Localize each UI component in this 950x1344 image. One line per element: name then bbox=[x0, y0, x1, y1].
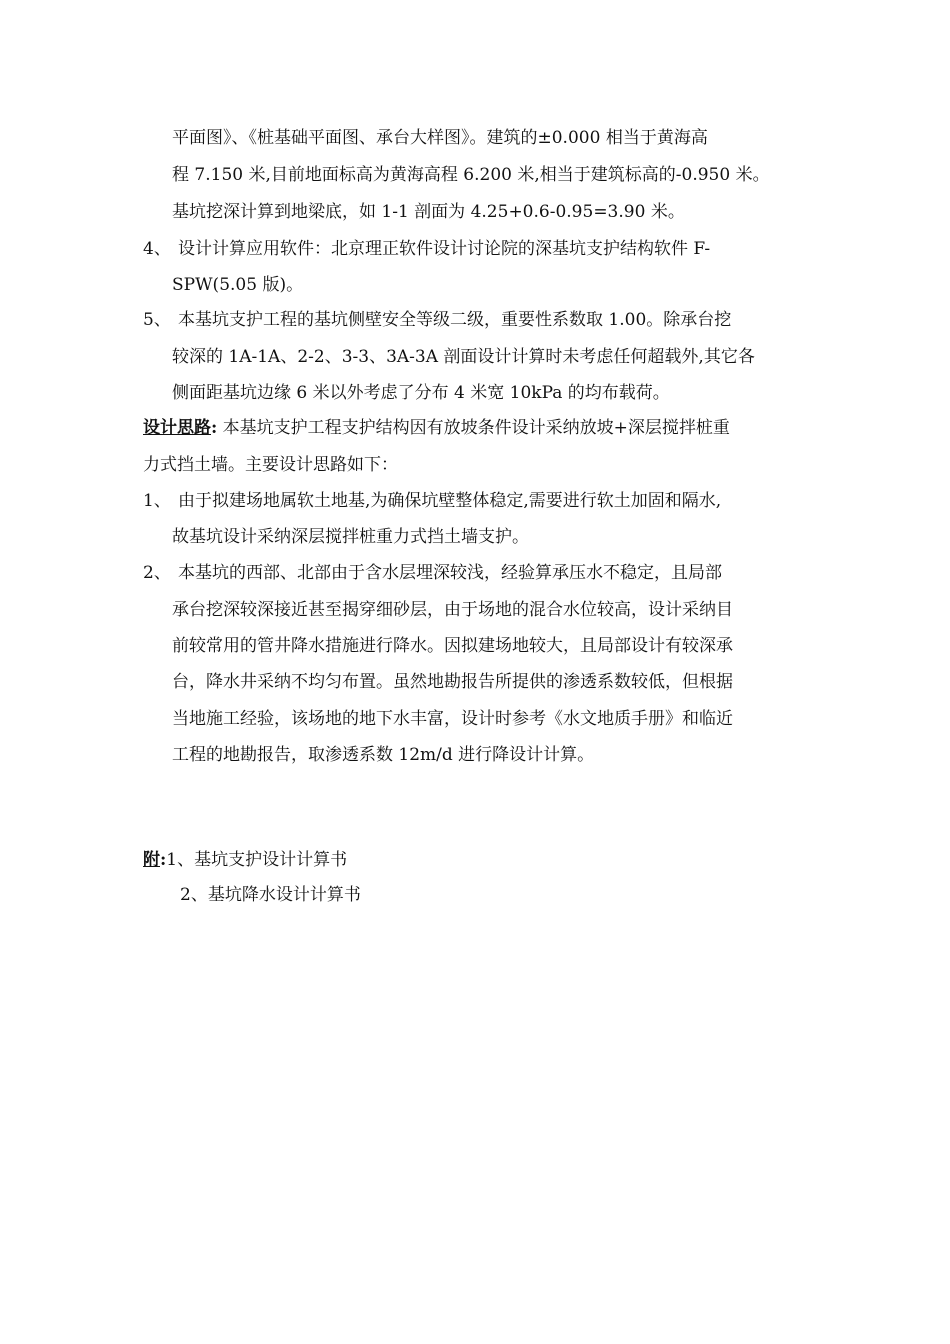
appendix-colon: : bbox=[160, 850, 167, 870]
list-item-line: 由于拟建场地属软土地基,为确保坑壁整体稳定,需要进行软土加固和隔水, bbox=[178, 491, 722, 511]
design-label: 设计思路 bbox=[143, 418, 211, 438]
list-item-line: 前较常用的管井降水措施进行降水。因拟建场地较大，且局部设计有较深承 bbox=[172, 636, 733, 656]
design-heading-line bbox=[143, 416, 730, 440]
paragraph-line: 力式挡土墙。主要设计思路如下： bbox=[143, 455, 398, 475]
appendix-line bbox=[143, 848, 347, 872]
list-item-line: 工程的地勘报告，取渗透系数 12m/d 进行降设计计算。 bbox=[172, 745, 595, 765]
list-number: 1、 bbox=[143, 491, 171, 511]
list-item-line: SPW(5.05 版)。 bbox=[172, 275, 304, 295]
list-item-line: 承台挖深较深接近甚至揭穿细砂层，由于场地的混合水位较高，设计采纳目 bbox=[172, 600, 733, 620]
list-number: 2、 bbox=[143, 563, 171, 583]
list-item-line: 当地施工经验，该场地的地下水丰富，设计时参考《水文地质手册》和临近 bbox=[172, 709, 733, 729]
list-item-line: 本基坑支护工程的基坑侧壁安全等级二级，重要性系数取 1.00。除承台挖 bbox=[178, 310, 732, 330]
list-item-line: 故基坑设计采纳深层搅拌桩重力式挡土墙支护。 bbox=[172, 527, 529, 547]
paragraph-line: 程 7.150 米,目前地面标高为黄海高程 6.200 米,相当于建筑标高的-0.950 米。 bbox=[172, 165, 770, 185]
list-item-line: 台，降水井采纳不均匀布置。虽然地勘报告所提供的渗透系数较低，但根据 bbox=[172, 672, 733, 692]
list-number: 5、 bbox=[143, 310, 171, 330]
list-item-line: 侧面距基坑边缘 6 米以外考虑了分布 4 米宽 10kPa 的均布载荷。 bbox=[172, 383, 670, 403]
design-colon: : bbox=[211, 418, 218, 438]
appendix-label: 附 bbox=[143, 850, 160, 870]
appendix-item: 1、基坑支护设计计算书 bbox=[166, 850, 348, 870]
list-item-line: 设计计算应用软件：北京理正软件设计讨论院的深基坑支护结构软件 F- bbox=[178, 239, 711, 259]
appendix-item: 2、基坑降水设计计算书 bbox=[180, 885, 361, 905]
paragraph-line: 基坑挖深计算到地梁底，如 1-1 剖面为 4.25+0.6-0.95=3.90 米。 bbox=[172, 202, 685, 222]
list-item-line: 本基坑的西部、北部由于含水层埋深较浅，经验算承压水不稳定，且局部 bbox=[178, 563, 722, 583]
design-text: 本基坑支护工程支护结构因有放坡条件设计采纳放坡+深层搅拌桩重 bbox=[217, 418, 730, 438]
list-number: 4、 bbox=[143, 239, 171, 259]
list-item-line: 较深的 1A-1A、2-2、3-3、3A-3A 剖面设计计算时未考虑任何超载外,其它各 bbox=[172, 347, 755, 367]
paragraph-line: 平面图》、《桩基础平面图、承台大样图》。建筑的±0.000 相当于黄海高 bbox=[172, 128, 708, 148]
